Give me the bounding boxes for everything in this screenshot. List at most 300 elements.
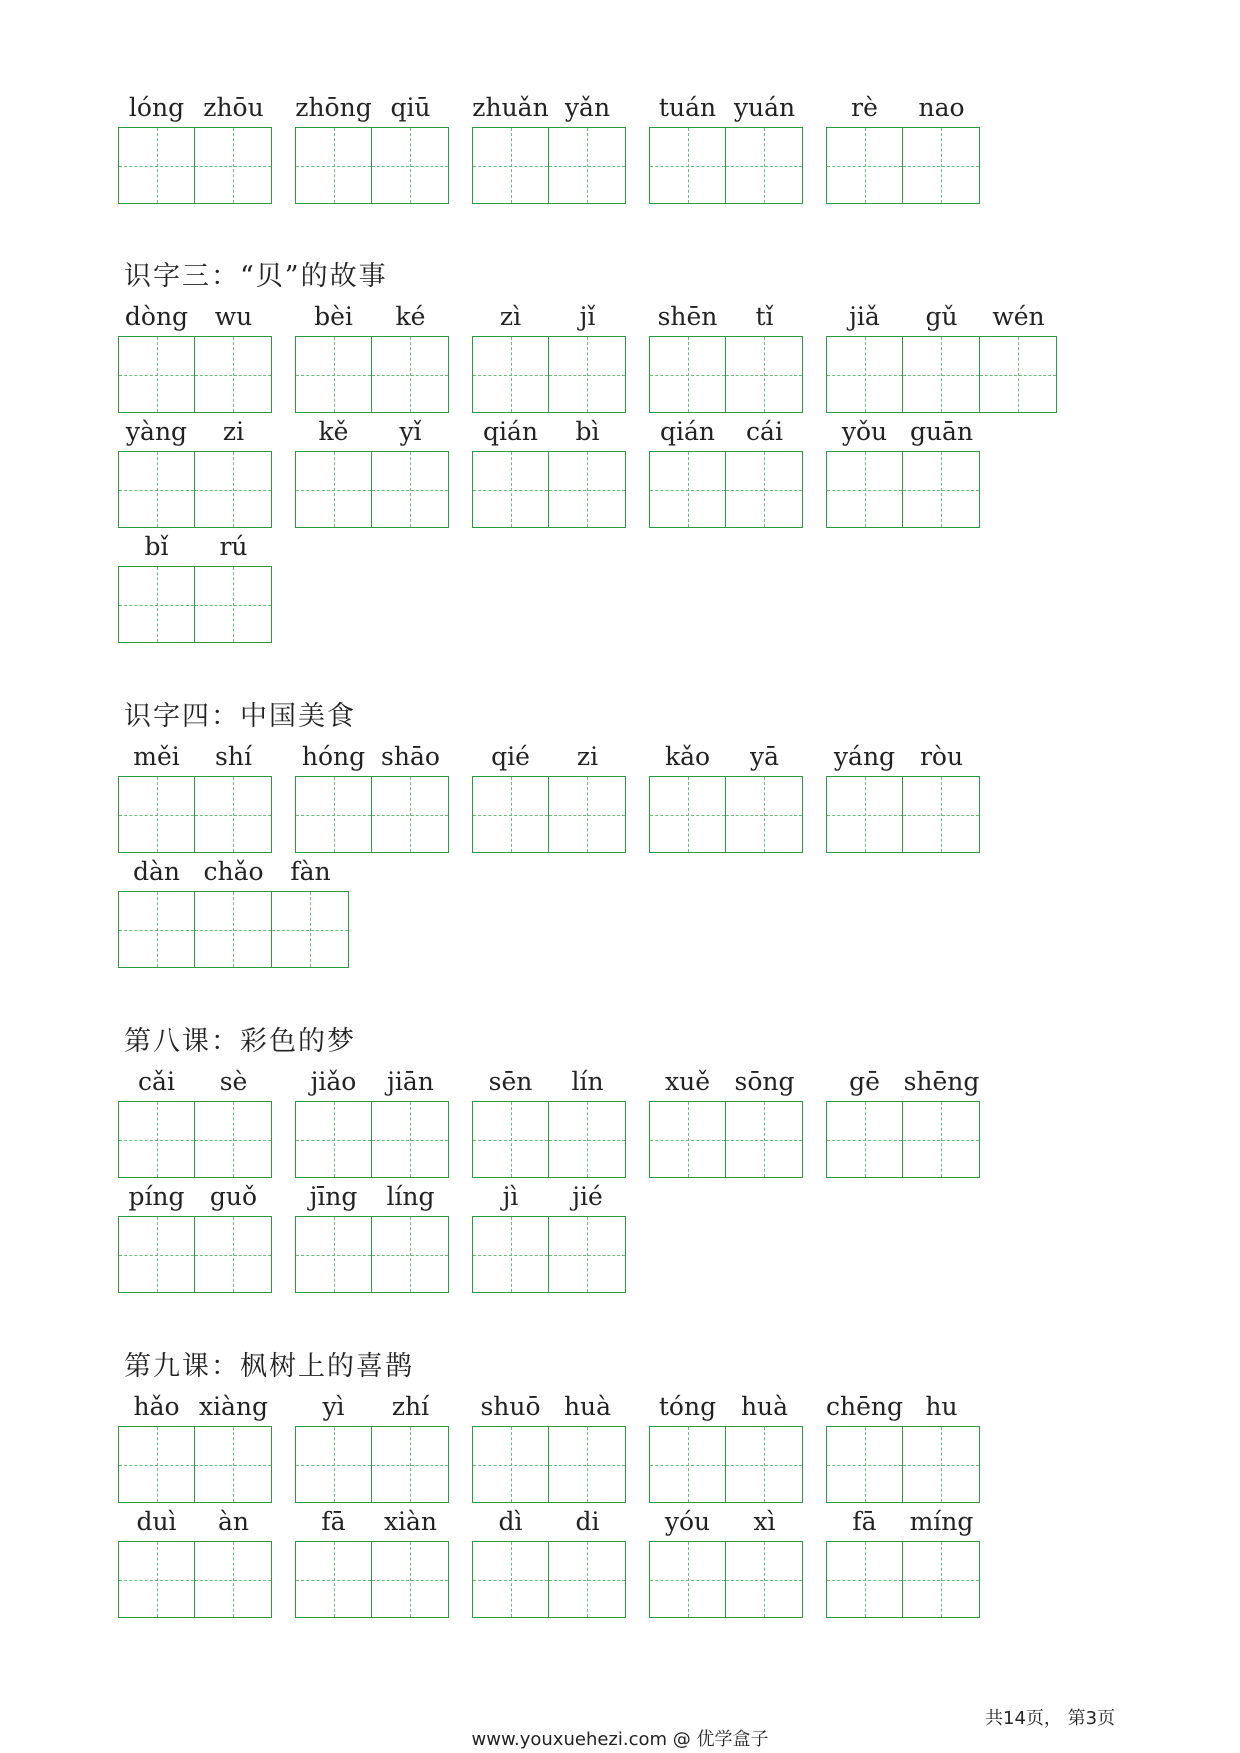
tianzige-writing-cell[interactable] [649,336,726,413]
tianzige-writing-cell[interactable] [902,776,980,853]
pinyin-row [472,1066,626,1098]
writing-box-group [295,336,449,413]
pinyin-syllable: sōng [734,1067,795,1096]
cell-guide-horizontal [296,1140,371,1141]
writing-box-group [826,1101,980,1178]
pinyin-syllable: bǐ [144,532,169,561]
pinyin-syllable: nao [918,93,965,122]
writing-box-group [826,127,980,204]
tianzige-writing-cell[interactable] [902,336,980,413]
writing-box-group [118,127,272,204]
tianzige-writing-cell[interactable] [295,1541,372,1618]
section-title: 识字四：中国美食 [124,701,356,732]
writing-box-group [118,336,272,413]
pinyin-syllable: cái [746,417,783,446]
writing-box-group [118,1216,272,1293]
cell-guide-horizontal [473,1465,548,1466]
word-group [826,301,1057,413]
pinyin-syllable: sè [219,1067,248,1096]
tianzige-writing-cell[interactable] [548,1101,626,1178]
word-group [649,416,803,528]
tianzige-writing-cell[interactable] [548,776,626,853]
tianzige-writing-cell[interactable] [295,776,372,853]
pinyin-syllable: gē [849,1067,880,1096]
tianzige-writing-cell[interactable] [902,1541,980,1618]
word-group [118,92,272,204]
tianzige-writing-cell[interactable] [295,1216,372,1293]
pinyin-row [118,416,272,448]
pinyin-syllable: yǎn [564,93,611,122]
writing-box-group [118,776,272,853]
pinyin-syllable: sēn [488,1067,533,1096]
pinyin-row [826,1506,980,1538]
pinyin-syllable: jiān [387,1067,434,1096]
tianzige-writing-cell[interactable] [649,451,726,528]
tianzige-writing-cell[interactable] [902,127,980,204]
word-group [118,301,272,413]
cell-guide-horizontal [195,166,271,167]
cell-guide-horizontal [296,1465,371,1466]
cell-guide-horizontal [549,1255,625,1256]
pinyin-syllable: chēng [826,1392,904,1421]
pinyin-syllable: bèi [314,302,353,331]
pinyin-row [118,856,349,888]
cell-guide-horizontal [726,490,802,491]
word-group [295,416,449,528]
tianzige-writing-cell[interactable] [548,1216,626,1293]
cell-guide-horizontal [650,166,725,167]
tianzige-writing-cell[interactable] [194,127,272,204]
cell-guide-horizontal [473,375,548,376]
tianzige-writing-cell[interactable] [725,127,803,204]
pinyin-syllable: tóng [658,1392,717,1421]
word-group [472,92,626,204]
cell-guide-horizontal [195,490,271,491]
pinyin-syllable: shēng [903,1067,980,1096]
tianzige-writing-cell[interactable] [725,336,803,413]
section-title: 第八课：彩色的梦 [124,1026,356,1057]
pinyin-syllable: wén [992,302,1045,331]
cell-guide-horizontal [296,490,371,491]
cell-guide-horizontal [119,1255,194,1256]
cell-guide-horizontal [372,1580,448,1581]
cell-guide-horizontal [549,815,625,816]
tianzige-writing-cell[interactable] [371,1216,449,1293]
tianzige-writing-cell[interactable] [295,336,372,413]
cell-guide-horizontal [195,930,271,931]
tianzige-writing-cell[interactable] [548,451,626,528]
pinyin-syllable: kǎo [664,742,711,771]
section-title: 第九课：枫树上的喜鹊 [124,1351,414,1382]
pinyin-syllable: jì [502,1182,519,1211]
word-group [826,1506,980,1618]
tianzige-writing-cell[interactable] [118,1101,195,1178]
pinyin-syllable: yā [749,742,780,771]
pinyin-syllable: chǎo [203,857,264,886]
tianzige-writing-cell[interactable] [979,336,1057,413]
tianzige-writing-cell[interactable] [472,1541,549,1618]
cell-guide-horizontal [650,815,725,816]
tianzige-writing-cell[interactable] [194,566,272,643]
tianzige-writing-cell[interactable] [902,1426,980,1503]
word-group [649,301,803,413]
pinyin-row [826,92,980,124]
cell-guide-horizontal [903,375,979,376]
tianzige-writing-cell[interactable] [118,566,195,643]
cell-guide-horizontal [119,490,194,491]
cell-guide-horizontal [296,815,371,816]
cell-guide-horizontal [650,1140,725,1141]
pinyin-row [826,416,980,448]
pinyin-row [118,92,272,124]
writing-box-group [826,336,1057,413]
tianzige-writing-cell[interactable] [472,1216,549,1293]
tianzige-writing-cell[interactable] [649,127,726,204]
writing-box-group [472,451,626,528]
cell-guide-horizontal [119,1465,194,1466]
tianzige-writing-cell[interactable] [194,891,272,968]
pinyin-syllable: huà [563,1392,612,1421]
writing-box-group [118,891,349,968]
word-group [472,741,626,853]
pinyin-syllable: hóng [301,742,366,771]
writing-box-group [472,1426,626,1503]
writing-box-group [826,451,980,528]
cell-guide-horizontal [903,815,979,816]
pinyin-syllable: shāo [381,742,440,771]
writing-box-group [118,566,272,643]
pinyin-syllable: jié [572,1182,603,1211]
tianzige-writing-cell[interactable] [548,336,626,413]
pinyin-syllable: yì [322,1392,345,1421]
writing-box-group [295,451,449,528]
tianzige-writing-cell[interactable] [118,1541,195,1618]
pinyin-row [472,741,626,773]
writing-box-group [649,336,803,413]
word-group [295,1506,449,1618]
tianzige-writing-cell[interactable] [472,1101,549,1178]
pinyin-syllable: lín [571,1067,604,1096]
tianzige-writing-cell[interactable] [371,127,449,204]
pinyin-syllable: jīng [309,1182,358,1211]
word-group [295,301,449,413]
cell-guide-horizontal [119,605,194,606]
tianzige-writing-cell[interactable] [649,1101,726,1178]
tianzige-writing-cell[interactable] [194,451,272,528]
pinyin-syllable: fā [321,1507,346,1536]
tianzige-writing-cell[interactable] [295,1426,372,1503]
tianzige-writing-cell[interactable] [472,1426,549,1503]
pinyin-syllable: zhuǎn [472,93,549,122]
tianzige-writing-cell[interactable] [295,127,372,204]
tianzige-writing-cell[interactable] [725,776,803,853]
pinyin-syllable: guǒ [209,1182,258,1211]
pinyin-syllable: gǔ [925,302,958,331]
cell-guide-horizontal [903,166,979,167]
pinyin-row [649,416,803,448]
cell-guide-horizontal [119,1580,194,1581]
pinyin-row [472,416,626,448]
tianzige-writing-cell[interactable] [194,336,272,413]
tianzige-writing-cell[interactable] [472,776,549,853]
tianzige-writing-cell[interactable] [194,1101,272,1178]
word-group [295,92,449,204]
pinyin-syllable: zì [499,302,522,331]
pinyin-syllable: yuán [733,93,796,122]
pinyin-syllable: míng [909,1507,974,1536]
tianzige-writing-cell[interactable] [118,127,195,204]
cell-guide-horizontal [650,1465,725,1466]
pinyin-syllable: qián [482,417,538,446]
tianzige-writing-cell[interactable] [902,451,980,528]
writing-box-group [118,451,272,528]
tianzige-writing-cell[interactable] [472,451,549,528]
tianzige-writing-cell[interactable] [826,776,903,853]
word-group [649,1506,803,1618]
tianzige-writing-cell[interactable] [826,1541,903,1618]
tianzige-writing-cell[interactable] [371,336,449,413]
pinyin-syllable: zhōu [203,93,264,122]
writing-box-group [826,776,980,853]
pinyin-syllable: xiàn [383,1507,438,1536]
pinyin-syllable: zhí [391,1392,430,1421]
tianzige-writing-cell[interactable] [902,1101,980,1178]
tianzige-writing-cell[interactable] [295,1101,372,1178]
writing-box-group [472,776,626,853]
pinyin-syllable: àn [217,1507,249,1536]
tianzige-writing-cell[interactable] [548,1426,626,1503]
tianzige-writing-cell[interactable] [194,1216,272,1293]
pinyin-row [649,1506,803,1538]
writing-box-group [649,1541,803,1618]
word-group [826,416,980,528]
pinyin-syllable: guān [909,417,974,446]
pinyin-row [826,301,1057,333]
cell-guide-horizontal [119,166,194,167]
tianzige-writing-cell[interactable] [826,1101,903,1178]
writing-box-group [295,127,449,204]
pinyin-syllable: di [575,1507,600,1536]
pinyin-row [118,1066,272,1098]
pinyin-syllable: líng [386,1182,435,1211]
tianzige-writing-cell[interactable] [295,451,372,528]
pinyin-syllable: yàng [125,417,188,446]
cell-guide-horizontal [372,1140,448,1141]
word-group [118,1506,272,1618]
pinyin-row [118,741,272,773]
cell-guide-horizontal [726,1580,802,1581]
pinyin-syllable: zi [576,742,599,771]
pinyin-syllable: fàn [290,857,331,886]
tianzige-writing-cell[interactable] [725,1101,803,1178]
cell-guide-horizontal [903,490,979,491]
word-group [295,1391,449,1503]
pinyin-syllable: yǐ [399,417,422,446]
cell-guide-horizontal [195,1465,271,1466]
tianzige-writing-cell[interactable] [649,776,726,853]
pinyin-row [472,1506,626,1538]
cell-guide-horizontal [195,815,271,816]
word-group [826,741,980,853]
word-group [649,741,803,853]
cell-guide-horizontal [650,490,725,491]
writing-box-group [295,1426,449,1503]
tianzige-writing-cell[interactable] [118,336,195,413]
cell-guide-horizontal [272,930,348,931]
tianzige-writing-cell[interactable] [826,1426,903,1503]
pinyin-syllable: tuán [658,93,717,122]
site-footer: www.youxuehezi.com @ 优学盒子 [471,1729,769,1750]
pinyin-row [118,1506,272,1538]
writing-box-group [472,1541,626,1618]
cell-guide-horizontal [726,166,802,167]
pinyin-syllable: rú [219,532,248,561]
writing-box-group [118,1101,272,1178]
tianzige-writing-cell[interactable] [271,891,349,968]
tianzige-writing-cell[interactable] [649,1426,726,1503]
tianzige-writing-cell[interactable] [725,451,803,528]
pinyin-syllable: hu [925,1392,958,1421]
writing-box-group [295,776,449,853]
cell-guide-horizontal [903,1140,979,1141]
tianzige-writing-cell[interactable] [548,127,626,204]
pinyin-syllable: huà [740,1392,789,1421]
pinyin-row [295,1506,449,1538]
tianzige-writing-cell[interactable] [371,776,449,853]
pinyin-row [295,301,449,333]
word-group [472,1066,626,1178]
word-group [118,1066,272,1178]
word-group [826,92,980,204]
tianzige-writing-cell[interactable] [371,451,449,528]
tianzige-writing-cell[interactable] [371,1426,449,1503]
cell-guide-horizontal [549,490,625,491]
cell-guide-horizontal [372,1255,448,1256]
tianzige-writing-cell[interactable] [194,776,272,853]
cell-guide-horizontal [473,1140,548,1141]
tianzige-writing-cell[interactable] [826,336,903,413]
word-group [295,1181,449,1293]
cell-guide-horizontal [195,1580,271,1581]
cell-guide-horizontal [549,1140,625,1141]
writing-box-group [472,1216,626,1293]
writing-box-group [118,1426,272,1503]
pinyin-syllable: rè [851,93,878,122]
cell-guide-horizontal [372,490,448,491]
tianzige-writing-cell[interactable] [826,127,903,204]
cell-guide-horizontal [296,1580,371,1581]
pinyin-row [295,1181,449,1213]
writing-box-group [649,451,803,528]
tianzige-writing-cell[interactable] [118,891,195,968]
pinyin-row [472,92,626,124]
word-group [118,1391,272,1503]
cell-guide-horizontal [372,166,448,167]
tianzige-writing-cell[interactable] [472,127,549,204]
pinyin-syllable: měi [133,742,180,771]
word-group [472,1391,626,1503]
word-group [118,1181,272,1293]
pinyin-syllable: xiàng [198,1392,269,1421]
tianzige-writing-cell[interactable] [725,1541,803,1618]
pinyin-syllable: jǐ [579,302,596,331]
cell-guide-horizontal [195,1255,271,1256]
tianzige-writing-cell[interactable] [371,1101,449,1178]
cell-guide-horizontal [473,490,548,491]
pinyin-syllable: duì [136,1507,177,1536]
pinyin-syllable: shuō [480,1392,541,1421]
cell-guide-horizontal [650,375,725,376]
writing-box-group [649,1426,803,1503]
pinyin-syllable: yóu [664,1507,711,1536]
cell-guide-horizontal [903,1580,979,1581]
writing-box-group [118,1541,272,1618]
writing-box-group [295,1216,449,1293]
pinyin-syllable: fā [852,1507,877,1536]
pinyin-syllable: lóng [128,93,185,122]
cell-guide-horizontal [726,375,802,376]
pinyin-syllable: hǎo [133,1392,180,1421]
pinyin-syllable: xì [753,1507,776,1536]
tianzige-writing-cell[interactable] [826,451,903,528]
tianzige-writing-cell[interactable] [649,1541,726,1618]
pinyin-row [649,1391,803,1423]
cell-guide-horizontal [195,375,271,376]
pinyin-syllable: ròu [919,742,964,771]
cell-guide-horizontal [372,1465,448,1466]
writing-box-group [472,336,626,413]
cell-guide-horizontal [372,375,448,376]
tianzige-writing-cell[interactable] [118,1426,195,1503]
writing-box-group [826,1541,980,1618]
cell-guide-horizontal [119,815,194,816]
cell-guide-horizontal [296,1255,371,1256]
pinyin-row [118,1391,272,1423]
tianzige-writing-cell[interactable] [118,776,195,853]
pinyin-syllable: kě [318,417,349,446]
writing-box-group [649,127,803,204]
tianzige-writing-cell[interactable] [725,1426,803,1503]
cell-guide-horizontal [827,815,902,816]
cell-guide-horizontal [195,605,271,606]
pinyin-syllable: xuě [665,1067,710,1096]
writing-box-group [295,1541,449,1618]
tianzige-writing-cell[interactable] [118,1216,195,1293]
pinyin-syllable: shí [215,742,252,771]
page-number: 共14页， 第3页 [985,1708,1116,1729]
pinyin-row [295,741,449,773]
word-group [649,1066,803,1178]
tianzige-writing-cell[interactable] [118,451,195,528]
pinyin-row [649,301,803,333]
cell-guide-horizontal [549,1465,625,1466]
tianzige-writing-cell[interactable] [194,1541,272,1618]
tianzige-writing-cell[interactable] [194,1426,272,1503]
tianzige-writing-cell[interactable] [548,1541,626,1618]
tianzige-writing-cell[interactable] [472,336,549,413]
word-group [295,1066,449,1178]
cell-guide-horizontal [549,166,625,167]
cell-guide-horizontal [119,375,194,376]
word-group [826,1391,980,1503]
tianzige-writing-cell[interactable] [371,1541,449,1618]
section-title: 识字三：“贝”的故事 [124,261,388,292]
pinyin-syllable: bì [575,417,600,446]
pinyin-syllable: zhōng [295,93,372,122]
cell-guide-horizontal [827,490,902,491]
writing-box-group [295,1101,449,1178]
cell-guide-horizontal [827,1580,902,1581]
